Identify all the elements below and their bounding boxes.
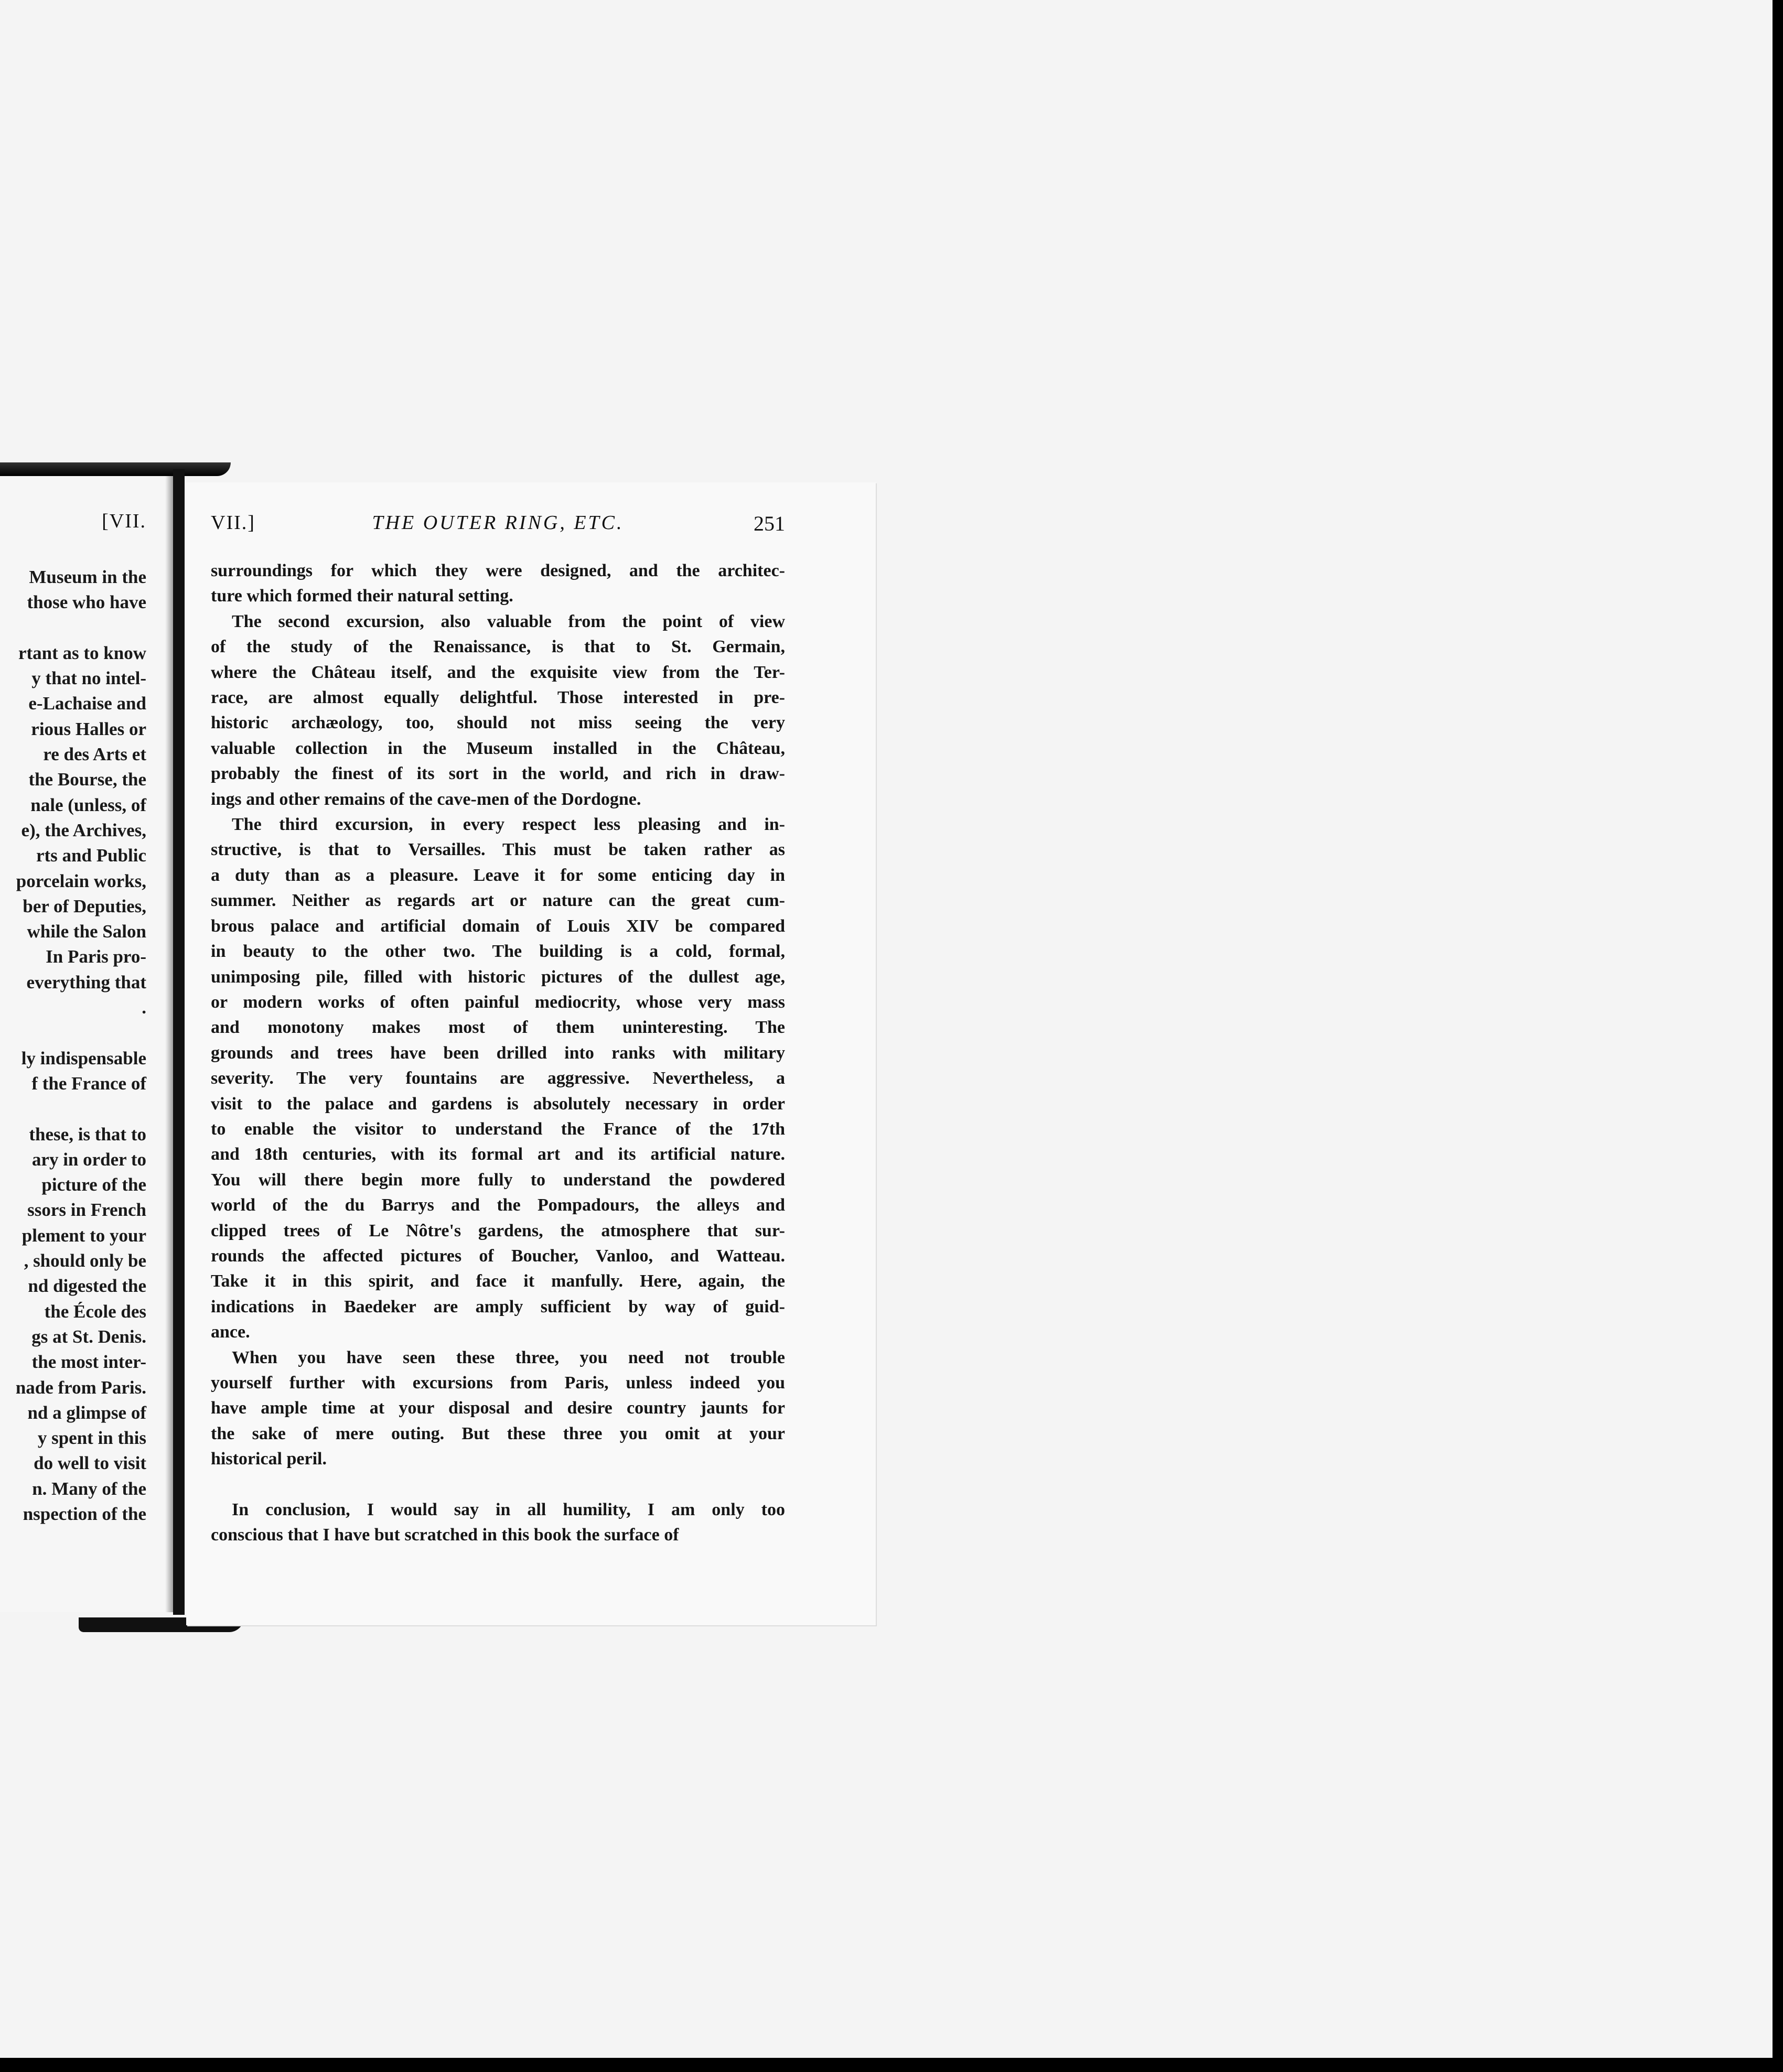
text-line: in beauty to the other two. The building is a cold, formal, [211,942,785,962]
left-page-line: the École des [44,1301,146,1322]
text-line: unimposing pile, filled with historic pictures of the dullest age, [211,967,785,987]
body-text [211,558,785,1548]
text-line: or modern works of often painful mediocrity, whose very mass [211,992,785,1012]
left-page-line: f the France of [31,1073,146,1094]
paragraph [211,609,785,812]
section-break [211,1472,785,1497]
left-page-line: porcelain works, [16,870,146,891]
right-page [186,482,876,1625]
text-line: race, are almost equally delightful. Those interested in pre- [211,688,785,708]
text-line: yourself further with excursions from Paris, unless indeed you [211,1373,785,1393]
left-page-line [16,616,146,641]
gutter-shadow [165,474,174,1612]
left-page-line: ly indispensable [21,1048,146,1069]
text-line: You will there begin more fully to understand the powdered [211,1170,785,1190]
left-page-line [16,1096,146,1121]
left-page-line: the most inter- [31,1352,146,1373]
left-page-line: y spent in this [37,1428,146,1449]
left-page-line: , should only be [24,1250,146,1271]
text-line: the sake of mere outing. But these three you omit at your [211,1423,785,1443]
text-line: conscious that I have but scratched in this book the surface of [211,1525,679,1545]
left-page-line: nd a glimpse of [27,1402,146,1423]
left-page-line: everything that [26,972,146,992]
page-number: 251 [754,512,785,535]
left-page-line: picture of the [41,1174,146,1195]
paragraph [211,1345,785,1472]
left-page-header: [VII. [102,510,146,532]
text-line: rounds the affected pictures of Boucher, Vanloo, and Watteau. [211,1246,785,1266]
left-page-line: nspection of the [23,1503,146,1524]
text-line: surroundings for which they were designed, and the architec- [211,561,785,580]
left-page-line: nd digested the [28,1276,146,1297]
text-line: ance. [211,1322,250,1342]
left-page-line: gs at St. Denis. [31,1326,146,1347]
text-line: indications in Baedeker are amply sufficient by way of guid- [211,1297,785,1316]
text-line: valuable collection in the Museum installed in the Château, [211,738,785,758]
text-line: brous palace and artificial domain of Louis XIV be compared [211,916,785,936]
left-page-line: . [142,997,146,1018]
left-page-line: ssors in French [27,1200,146,1221]
text-line: and monotony makes most of them uninteresting. The [211,1018,785,1038]
text-line: to enable the visitor to understand the France of the 17th [211,1119,785,1139]
left-page-line: nale (unless, of [30,794,146,815]
text-line: When you have seen these three, you need not trouble [232,1347,785,1367]
text-line: visit to the palace and gardens is absolutely necessary in order [211,1094,785,1114]
text-line: historic archæology, too, should not miss seeing the very [211,713,785,733]
left-page-line: those who have [27,592,146,613]
left-page-line: rtant as to know [18,642,146,663]
text-line: of the study of the Renaissance, is that to St. Germain, [211,637,785,657]
text-line: historical peril. [211,1449,327,1469]
left-page-line: the Bourse, the [28,769,146,790]
left-page-line: re des Arts et [43,744,146,765]
left-page-line: y that no intel- [31,668,146,689]
left-page-line: e), the Archives, [21,819,146,840]
left-page-line: these, is that to [29,1124,146,1145]
left-page-line: In Paris pro- [46,946,146,967]
left-page-line: rts and Public [36,845,146,866]
text-line: summer. Neither as regards art or nature can the great cum- [211,891,785,911]
left-page-line: n. Many of the [32,1478,146,1499]
left-page-text [16,565,146,1527]
left-page-line: Museum in the [29,567,146,587]
left-page-line: nade from Paris. [15,1377,146,1398]
text-line: grounds and trees have been drilled into ranks with military [211,1043,785,1063]
running-head-section: VII.] [211,512,255,534]
text-line: have ample time at your disposal and desire country jaunts for [211,1398,785,1418]
running-head [211,511,785,537]
left-page-line: ber of Deputies, [23,895,146,916]
left-page-line: e-Lachaise and [28,693,146,714]
text-line: and 18th centuries, with its formal art and its artificial nature. [211,1145,785,1164]
left-page-line [16,1020,146,1045]
text-line: structive, is that to Versailles. This must be taken rather as [211,840,785,860]
book-gutter [173,469,185,1615]
text-line: In conclusion, I would say in all humility, I am only too [232,1499,785,1519]
text-line: Take it in this spirit, and face it manfully. Here, again, the [211,1271,785,1291]
paragraph [211,1497,785,1548]
text-line: severity. The very fountains are aggressive. Nevertheless, a [211,1069,785,1088]
left-page-line: do well to visit [34,1453,146,1474]
text-line: clipped trees of Le Nôtre's gardens, the atmosphere that sur- [211,1221,785,1240]
text-line: ings and other remains of the cave-men of the Dordogne. [211,789,641,809]
running-head-title: THE OUTER RING, ETC. [372,512,624,534]
text-line: ture which formed their natural setting. [211,586,513,606]
left-page [0,474,170,1612]
left-page-line: ary in order to [31,1149,146,1170]
text-line: a duty than as a pleasure. Leave it for some enticing day in [211,865,785,885]
text-line: The third excursion, in every respect less pleasing and in- [232,815,785,835]
left-page-line: plement to your [22,1225,146,1246]
text-line: world of the du Barrys and the Pompadours, the alleys and [211,1195,785,1215]
paragraph [211,812,785,1345]
paragraph [211,558,785,609]
left-page-line: rious Halles or [31,718,146,739]
text-line: where the Château itself, and the exquisite view from the Ter- [211,662,785,682]
text-line: The second excursion, also valuable from the point of view [232,611,785,631]
left-page-line: while the Salon [27,921,146,942]
text-line: probably the finest of its sort in the world, and rich in draw- [211,764,785,784]
book-top-edge [0,462,231,476]
